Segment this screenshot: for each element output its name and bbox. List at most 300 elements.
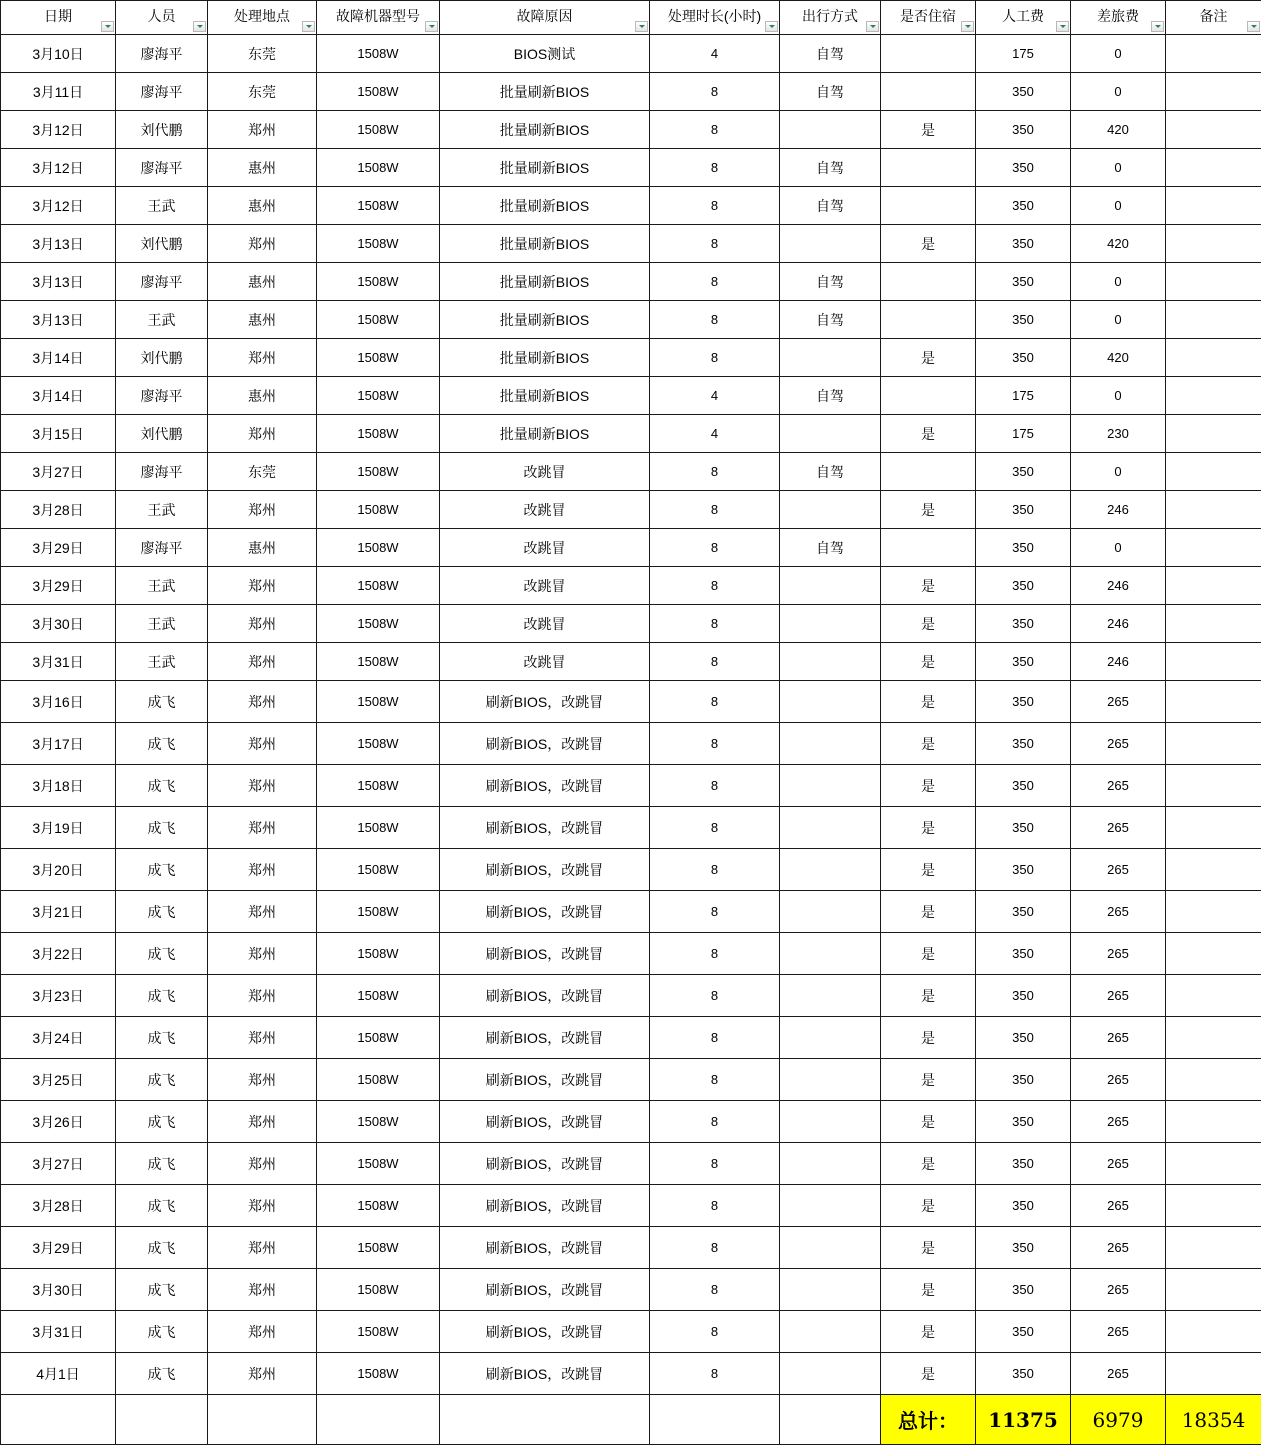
cell-lodging[interactable]: 是 xyxy=(881,1353,976,1395)
cell-labor-fee[interactable]: 350 xyxy=(976,1269,1071,1311)
cell-location[interactable]: 郑州 xyxy=(208,933,317,975)
cell-reason[interactable]: 刷新BIOS，改跳冒 xyxy=(440,1353,650,1395)
cell-reason[interactable]: 批量刷新BIOS xyxy=(440,415,650,453)
cell-labor-fee[interactable]: 350 xyxy=(976,301,1071,339)
cell-notes[interactable] xyxy=(1166,415,1261,453)
cell-travel-fee[interactable]: 0 xyxy=(1071,149,1166,187)
cell-lodging[interactable] xyxy=(881,187,976,225)
cell-date[interactable]: 3月13日 xyxy=(1,225,116,263)
cell-person[interactable]: 成飞 xyxy=(116,975,208,1017)
cell-duration[interactable]: 8 xyxy=(650,491,780,529)
cell-model[interactable]: 1508W xyxy=(317,187,440,225)
cell-labor-fee[interactable]: 350 xyxy=(976,723,1071,765)
cell-date[interactable]: 3月27日 xyxy=(1,1143,116,1185)
cell-reason[interactable]: 改跳冒 xyxy=(440,453,650,491)
cell-lodging[interactable]: 是 xyxy=(881,765,976,807)
cell-date[interactable]: 3月23日 xyxy=(1,975,116,1017)
cell-reason[interactable]: BIOS测试 xyxy=(440,35,650,73)
cell-lodging[interactable]: 是 xyxy=(881,849,976,891)
cell-lodging[interactable] xyxy=(881,301,976,339)
cell-lodging[interactable]: 是 xyxy=(881,111,976,149)
cell-duration[interactable]: 8 xyxy=(650,1311,780,1353)
cell-date[interactable]: 3月31日 xyxy=(1,643,116,681)
cell-date[interactable]: 3月14日 xyxy=(1,377,116,415)
cell-location[interactable]: 惠州 xyxy=(208,377,317,415)
cell-person[interactable]: 刘代鹏 xyxy=(116,225,208,263)
cell-location[interactable]: 郑州 xyxy=(208,339,317,377)
cell-reason[interactable]: 批量刷新BIOS xyxy=(440,149,650,187)
filter-dropdown-icon[interactable] xyxy=(193,21,206,32)
cell-notes[interactable] xyxy=(1166,491,1261,529)
cell-date[interactable]: 3月27日 xyxy=(1,453,116,491)
cell-travel-mode[interactable] xyxy=(780,681,881,723)
column-header-travel-fee[interactable] xyxy=(1071,1,1166,35)
cell-travel-mode[interactable] xyxy=(780,723,881,765)
cell-location[interactable]: 惠州 xyxy=(208,301,317,339)
cell-travel-mode[interactable] xyxy=(780,891,881,933)
cell-person[interactable]: 成飞 xyxy=(116,765,208,807)
cell-date[interactable]: 3月13日 xyxy=(1,301,116,339)
cell-travel-mode[interactable] xyxy=(780,807,881,849)
cell-duration[interactable]: 8 xyxy=(650,225,780,263)
cell-location[interactable]: 郑州 xyxy=(208,807,317,849)
cell-travel-mode[interactable] xyxy=(780,567,881,605)
cell-location[interactable]: 郑州 xyxy=(208,1353,317,1395)
cell-travel-fee[interactable]: 265 xyxy=(1071,1059,1166,1101)
cell-model[interactable]: 1508W xyxy=(317,453,440,491)
cell-date[interactable]: 3月11日 xyxy=(1,73,116,111)
cell-travel-fee[interactable]: 230 xyxy=(1071,415,1166,453)
cell-date[interactable]: 3月20日 xyxy=(1,849,116,891)
cell-model[interactable]: 1508W xyxy=(317,491,440,529)
cell-lodging[interactable] xyxy=(881,35,976,73)
cell-model[interactable]: 1508W xyxy=(317,1101,440,1143)
column-header-duration[interactable] xyxy=(650,1,780,35)
column-header-date[interactable] xyxy=(1,1,116,35)
cell-notes[interactable] xyxy=(1166,807,1261,849)
filter-dropdown-icon[interactable] xyxy=(302,21,315,32)
cell-duration[interactable]: 4 xyxy=(650,415,780,453)
cell-notes[interactable] xyxy=(1166,1143,1261,1185)
cell-notes[interactable] xyxy=(1166,73,1261,111)
cell-person[interactable]: 廖海平 xyxy=(116,73,208,111)
cell-person[interactable]: 王武 xyxy=(116,605,208,643)
cell-location[interactable]: 郑州 xyxy=(208,225,317,263)
cell-labor-fee[interactable]: 350 xyxy=(976,339,1071,377)
cell-person[interactable]: 成飞 xyxy=(116,1185,208,1227)
cell-person[interactable]: 成飞 xyxy=(116,1311,208,1353)
cell-travel-fee[interactable]: 265 xyxy=(1071,1269,1166,1311)
cell-labor-fee[interactable]: 350 xyxy=(976,149,1071,187)
cell-reason[interactable]: 刷新BIOS，改跳冒 xyxy=(440,849,650,891)
cell-person[interactable]: 成飞 xyxy=(116,891,208,933)
cell-travel-mode[interactable]: 自驾 xyxy=(780,263,881,301)
cell-lodging[interactable]: 是 xyxy=(881,1017,976,1059)
cell-location[interactable]: 郑州 xyxy=(208,491,317,529)
cell-notes[interactable] xyxy=(1166,111,1261,149)
cell-labor-fee[interactable]: 350 xyxy=(976,567,1071,605)
cell-labor-fee[interactable]: 350 xyxy=(976,1101,1071,1143)
cell-date[interactable]: 4月1日 xyxy=(1,1353,116,1395)
cell-reason[interactable]: 批量刷新BIOS xyxy=(440,301,650,339)
cell-notes[interactable] xyxy=(1166,1185,1261,1227)
cell-lodging[interactable] xyxy=(881,73,976,111)
cell-person[interactable]: 廖海平 xyxy=(116,529,208,567)
cell-notes[interactable] xyxy=(1166,643,1261,681)
cell-travel-fee[interactable]: 265 xyxy=(1071,891,1166,933)
cell-reason[interactable]: 批量刷新BIOS xyxy=(440,187,650,225)
cell-location[interactable]: 惠州 xyxy=(208,149,317,187)
cell-lodging[interactable]: 是 xyxy=(881,807,976,849)
cell-person[interactable]: 王武 xyxy=(116,643,208,681)
filter-dropdown-icon[interactable] xyxy=(961,21,974,32)
cell-travel-fee[interactable]: 0 xyxy=(1071,301,1166,339)
filter-dropdown-icon[interactable] xyxy=(1056,21,1069,32)
cell-labor-fee[interactable]: 350 xyxy=(976,1353,1071,1395)
cell-model[interactable]: 1508W xyxy=(317,377,440,415)
cell-location[interactable]: 郑州 xyxy=(208,681,317,723)
cell-notes[interactable] xyxy=(1166,1101,1261,1143)
cell-model[interactable]: 1508W xyxy=(317,765,440,807)
cell-date[interactable]: 3月22日 xyxy=(1,933,116,975)
cell-location[interactable]: 惠州 xyxy=(208,529,317,567)
cell-travel-fee[interactable]: 0 xyxy=(1071,73,1166,111)
cell-reason[interactable]: 刷新BIOS，改跳冒 xyxy=(440,1227,650,1269)
cell-model[interactable]: 1508W xyxy=(317,605,440,643)
cell-person[interactable]: 廖海平 xyxy=(116,453,208,491)
cell-travel-mode[interactable]: 自驾 xyxy=(780,35,881,73)
cell-travel-fee[interactable]: 420 xyxy=(1071,339,1166,377)
cell-travel-fee[interactable]: 0 xyxy=(1071,453,1166,491)
cell-notes[interactable] xyxy=(1166,453,1261,491)
cell-notes[interactable] xyxy=(1166,723,1261,765)
cell-travel-fee[interactable]: 0 xyxy=(1071,187,1166,225)
cell-labor-fee[interactable]: 350 xyxy=(976,605,1071,643)
cell-model[interactable]: 1508W xyxy=(317,1185,440,1227)
column-header-reason[interactable] xyxy=(440,1,650,35)
cell-person[interactable]: 成飞 xyxy=(116,933,208,975)
cell-travel-fee[interactable]: 265 xyxy=(1071,765,1166,807)
cell-person[interactable]: 刘代鹏 xyxy=(116,111,208,149)
column-header-labor-fee[interactable] xyxy=(976,1,1071,35)
cell-location[interactable]: 惠州 xyxy=(208,263,317,301)
cell-travel-fee[interactable]: 420 xyxy=(1071,225,1166,263)
cell-model[interactable]: 1508W xyxy=(317,1017,440,1059)
cell-travel-fee[interactable]: 265 xyxy=(1071,975,1166,1017)
cell-reason[interactable]: 刷新BIOS，改跳冒 xyxy=(440,1143,650,1185)
cell-lodging[interactable]: 是 xyxy=(881,1269,976,1311)
cell-lodging[interactable]: 是 xyxy=(881,891,976,933)
cell-date[interactable]: 3月28日 xyxy=(1,1185,116,1227)
cell-travel-mode[interactable] xyxy=(780,1017,881,1059)
cell-location[interactable]: 郑州 xyxy=(208,849,317,891)
cell-location[interactable]: 郑州 xyxy=(208,1101,317,1143)
cell-model[interactable]: 1508W xyxy=(317,567,440,605)
cell-location[interactable]: 郑州 xyxy=(208,765,317,807)
cell-reason[interactable]: 改跳冒 xyxy=(440,491,650,529)
cell-reason[interactable]: 刷新BIOS，改跳冒 xyxy=(440,723,650,765)
cell-travel-mode[interactable] xyxy=(780,225,881,263)
grand-total[interactable]: 18354 xyxy=(1166,1395,1261,1445)
cell-labor-fee[interactable]: 350 xyxy=(976,1143,1071,1185)
cell-reason[interactable]: 批量刷新BIOS xyxy=(440,377,650,415)
cell-reason[interactable]: 批量刷新BIOS xyxy=(440,111,650,149)
cell-person[interactable]: 王武 xyxy=(116,187,208,225)
cell-notes[interactable] xyxy=(1166,765,1261,807)
cell-person[interactable]: 成飞 xyxy=(116,1227,208,1269)
cell-notes[interactable] xyxy=(1166,1311,1261,1353)
cell-date[interactable]: 3月29日 xyxy=(1,1227,116,1269)
cell-travel-mode[interactable]: 自驾 xyxy=(780,453,881,491)
cell-labor-fee[interactable]: 350 xyxy=(976,111,1071,149)
cell-lodging[interactable]: 是 xyxy=(881,643,976,681)
cell-location[interactable]: 郑州 xyxy=(208,1227,317,1269)
cell-labor-fee[interactable]: 350 xyxy=(976,453,1071,491)
cell-person[interactable]: 王武 xyxy=(116,567,208,605)
cell-date[interactable]: 3月12日 xyxy=(1,149,116,187)
cell-travel-fee[interactable]: 265 xyxy=(1071,1227,1166,1269)
cell-travel-mode[interactable] xyxy=(780,111,881,149)
cell-travel-fee[interactable]: 265 xyxy=(1071,933,1166,975)
cell-duration[interactable]: 8 xyxy=(650,187,780,225)
cell-date[interactable]: 3月29日 xyxy=(1,529,116,567)
cell-notes[interactable] xyxy=(1166,1269,1261,1311)
cell-location[interactable]: 郑州 xyxy=(208,1269,317,1311)
cell-duration[interactable]: 8 xyxy=(650,529,780,567)
cell-travel-fee[interactable]: 0 xyxy=(1071,529,1166,567)
cell-travel-fee[interactable]: 265 xyxy=(1071,1101,1166,1143)
cell-model[interactable]: 1508W xyxy=(317,415,440,453)
cell-reason[interactable]: 刷新BIOS，改跳冒 xyxy=(440,1017,650,1059)
cell-lodging[interactable] xyxy=(881,529,976,567)
cell-person[interactable]: 成飞 xyxy=(116,1059,208,1101)
cell-travel-mode[interactable]: 自驾 xyxy=(780,187,881,225)
cell-travel-mode[interactable] xyxy=(780,1227,881,1269)
cell-lodging[interactable] xyxy=(881,149,976,187)
cell-travel-mode[interactable] xyxy=(780,975,881,1017)
cell-duration[interactable]: 8 xyxy=(650,1353,780,1395)
cell-date[interactable]: 3月12日 xyxy=(1,111,116,149)
cell-person[interactable]: 成飞 xyxy=(116,807,208,849)
cell-date[interactable]: 3月28日 xyxy=(1,491,116,529)
cell-notes[interactable] xyxy=(1166,301,1261,339)
cell-notes[interactable] xyxy=(1166,149,1261,187)
cell-travel-fee[interactable]: 265 xyxy=(1071,1143,1166,1185)
cell-location[interactable]: 东莞 xyxy=(208,73,317,111)
cell-location[interactable]: 郑州 xyxy=(208,1143,317,1185)
cell-labor-fee[interactable]: 350 xyxy=(976,643,1071,681)
cell-reason[interactable]: 刷新BIOS，改跳冒 xyxy=(440,807,650,849)
cell-lodging[interactable]: 是 xyxy=(881,415,976,453)
column-header-model[interactable] xyxy=(317,1,440,35)
cell-duration[interactable]: 4 xyxy=(650,377,780,415)
cell-location[interactable]: 郑州 xyxy=(208,605,317,643)
cell-date[interactable]: 3月26日 xyxy=(1,1101,116,1143)
cell-travel-mode[interactable]: 自驾 xyxy=(780,529,881,567)
cell-duration[interactable]: 8 xyxy=(650,849,780,891)
cell-model[interactable]: 1508W xyxy=(317,1059,440,1101)
cell-duration[interactable]: 8 xyxy=(650,1269,780,1311)
cell-labor-fee[interactable]: 350 xyxy=(976,225,1071,263)
cell-date[interactable]: 3月10日 xyxy=(1,35,116,73)
cell-lodging[interactable]: 是 xyxy=(881,567,976,605)
cell-travel-mode[interactable] xyxy=(780,933,881,975)
cell-travel-mode[interactable] xyxy=(780,1059,881,1101)
cell-person[interactable]: 成飞 xyxy=(116,723,208,765)
cell-duration[interactable]: 8 xyxy=(650,1185,780,1227)
cell-lodging[interactable]: 是 xyxy=(881,975,976,1017)
cell-notes[interactable] xyxy=(1166,567,1261,605)
total-labor-fee[interactable]: 11375 xyxy=(976,1395,1071,1445)
cell-date[interactable]: 3月17日 xyxy=(1,723,116,765)
cell-person[interactable]: 成飞 xyxy=(116,849,208,891)
cell-travel-fee[interactable]: 0 xyxy=(1071,263,1166,301)
cell-labor-fee[interactable]: 350 xyxy=(976,1017,1071,1059)
cell-model[interactable]: 1508W xyxy=(317,1227,440,1269)
cell-duration[interactable]: 8 xyxy=(650,1101,780,1143)
filter-dropdown-icon[interactable] xyxy=(765,21,778,32)
column-header-lodging[interactable] xyxy=(881,1,976,35)
cell-labor-fee[interactable]: 350 xyxy=(976,73,1071,111)
cell-notes[interactable] xyxy=(1166,1227,1261,1269)
cell-lodging[interactable]: 是 xyxy=(881,1185,976,1227)
cell-model[interactable]: 1508W xyxy=(317,301,440,339)
cell-duration[interactable]: 8 xyxy=(650,605,780,643)
cell-model[interactable]: 1508W xyxy=(317,849,440,891)
cell-notes[interactable] xyxy=(1166,225,1261,263)
cell-travel-fee[interactable]: 246 xyxy=(1071,605,1166,643)
cell-reason[interactable]: 刷新BIOS，改跳冒 xyxy=(440,765,650,807)
cell-date[interactable]: 3月30日 xyxy=(1,1269,116,1311)
cell-travel-fee[interactable]: 246 xyxy=(1071,491,1166,529)
cell-person[interactable]: 刘代鹏 xyxy=(116,339,208,377)
cell-lodging[interactable] xyxy=(881,377,976,415)
cell-location[interactable]: 东莞 xyxy=(208,453,317,491)
column-header-location[interactable] xyxy=(208,1,317,35)
cell-reason[interactable]: 刷新BIOS，改跳冒 xyxy=(440,1185,650,1227)
cell-lodging[interactable]: 是 xyxy=(881,1143,976,1185)
cell-lodging[interactable]: 是 xyxy=(881,1227,976,1269)
cell-travel-mode[interactable] xyxy=(780,643,881,681)
cell-lodging[interactable]: 是 xyxy=(881,1101,976,1143)
cell-reason[interactable]: 批量刷新BIOS xyxy=(440,73,650,111)
cell-travel-mode[interactable] xyxy=(780,1311,881,1353)
cell-lodging[interactable]: 是 xyxy=(881,225,976,263)
cell-date[interactable]: 3月16日 xyxy=(1,681,116,723)
cell-location[interactable]: 郑州 xyxy=(208,1311,317,1353)
cell-person[interactable]: 廖海平 xyxy=(116,263,208,301)
cell-duration[interactable]: 8 xyxy=(650,1017,780,1059)
cell-model[interactable]: 1508W xyxy=(317,933,440,975)
cell-person[interactable]: 成飞 xyxy=(116,681,208,723)
cell-labor-fee[interactable]: 350 xyxy=(976,681,1071,723)
cell-location[interactable]: 郑州 xyxy=(208,111,317,149)
cell-person[interactable]: 王武 xyxy=(116,301,208,339)
cell-notes[interactable] xyxy=(1166,1353,1261,1395)
cell-travel-mode[interactable]: 自驾 xyxy=(780,301,881,339)
filter-dropdown-icon[interactable] xyxy=(866,21,879,32)
cell-labor-fee[interactable]: 175 xyxy=(976,377,1071,415)
cell-lodging[interactable]: 是 xyxy=(881,1311,976,1353)
cell-reason[interactable]: 刷新BIOS，改跳冒 xyxy=(440,1269,650,1311)
cell-person[interactable]: 刘代鹏 xyxy=(116,415,208,453)
cell-travel-mode[interactable] xyxy=(780,1185,881,1227)
cell-model[interactable]: 1508W xyxy=(317,263,440,301)
cell-notes[interactable] xyxy=(1166,187,1261,225)
cell-notes[interactable] xyxy=(1166,891,1261,933)
cell-labor-fee[interactable]: 350 xyxy=(976,1185,1071,1227)
cell-lodging[interactable]: 是 xyxy=(881,723,976,765)
cell-duration[interactable]: 8 xyxy=(650,1143,780,1185)
cell-date[interactable]: 3月31日 xyxy=(1,1311,116,1353)
cell-date[interactable]: 3月21日 xyxy=(1,891,116,933)
cell-reason[interactable]: 批量刷新BIOS xyxy=(440,225,650,263)
cell-reason[interactable]: 刷新BIOS，改跳冒 xyxy=(440,933,650,975)
cell-travel-mode[interactable] xyxy=(780,491,881,529)
cell-person[interactable]: 廖海平 xyxy=(116,35,208,73)
cell-location[interactable]: 郑州 xyxy=(208,891,317,933)
cell-travel-fee[interactable]: 265 xyxy=(1071,807,1166,849)
cell-lodging[interactable]: 是 xyxy=(881,933,976,975)
cell-reason[interactable]: 改跳冒 xyxy=(440,567,650,605)
cell-labor-fee[interactable]: 350 xyxy=(976,807,1071,849)
cell-date[interactable]: 3月15日 xyxy=(1,415,116,453)
cell-travel-mode[interactable] xyxy=(780,1353,881,1395)
cell-model[interactable]: 1508W xyxy=(317,111,440,149)
cell-notes[interactable] xyxy=(1166,263,1261,301)
cell-lodging[interactable] xyxy=(881,263,976,301)
cell-model[interactable]: 1508W xyxy=(317,1143,440,1185)
cell-reason[interactable]: 刷新BIOS，改跳冒 xyxy=(440,1059,650,1101)
cell-labor-fee[interactable]: 350 xyxy=(976,1311,1071,1353)
cell-duration[interactable]: 8 xyxy=(650,891,780,933)
cell-labor-fee[interactable]: 350 xyxy=(976,891,1071,933)
cell-model[interactable]: 1508W xyxy=(317,35,440,73)
cell-duration[interactable]: 8 xyxy=(650,263,780,301)
cell-labor-fee[interactable]: 350 xyxy=(976,529,1071,567)
cell-location[interactable]: 郑州 xyxy=(208,643,317,681)
cell-reason[interactable]: 刷新BIOS，改跳冒 xyxy=(440,891,650,933)
cell-model[interactable]: 1508W xyxy=(317,339,440,377)
cell-lodging[interactable]: 是 xyxy=(881,491,976,529)
cell-travel-mode[interactable] xyxy=(780,415,881,453)
cell-travel-fee[interactable]: 265 xyxy=(1071,1311,1166,1353)
cell-duration[interactable]: 8 xyxy=(650,643,780,681)
cell-person[interactable]: 王武 xyxy=(116,491,208,529)
cell-labor-fee[interactable]: 175 xyxy=(976,415,1071,453)
cell-date[interactable]: 3月12日 xyxy=(1,187,116,225)
cell-location[interactable]: 郑州 xyxy=(208,975,317,1017)
cell-model[interactable]: 1508W xyxy=(317,225,440,263)
cell-duration[interactable]: 8 xyxy=(650,149,780,187)
cell-date[interactable]: 3月25日 xyxy=(1,1059,116,1101)
cell-notes[interactable] xyxy=(1166,529,1261,567)
cell-travel-mode[interactable] xyxy=(780,1269,881,1311)
cell-location[interactable]: 惠州 xyxy=(208,187,317,225)
cell-notes[interactable] xyxy=(1166,35,1261,73)
cell-labor-fee[interactable]: 350 xyxy=(976,975,1071,1017)
cell-travel-fee[interactable]: 0 xyxy=(1071,377,1166,415)
cell-labor-fee[interactable]: 350 xyxy=(976,765,1071,807)
cell-location[interactable]: 郑州 xyxy=(208,1017,317,1059)
cell-labor-fee[interactable]: 175 xyxy=(976,35,1071,73)
cell-lodging[interactable]: 是 xyxy=(881,681,976,723)
cell-labor-fee[interactable]: 350 xyxy=(976,187,1071,225)
cell-duration[interactable]: 8 xyxy=(650,453,780,491)
cell-notes[interactable] xyxy=(1166,681,1261,723)
cell-model[interactable]: 1508W xyxy=(317,975,440,1017)
cell-travel-fee[interactable]: 265 xyxy=(1071,1353,1166,1395)
